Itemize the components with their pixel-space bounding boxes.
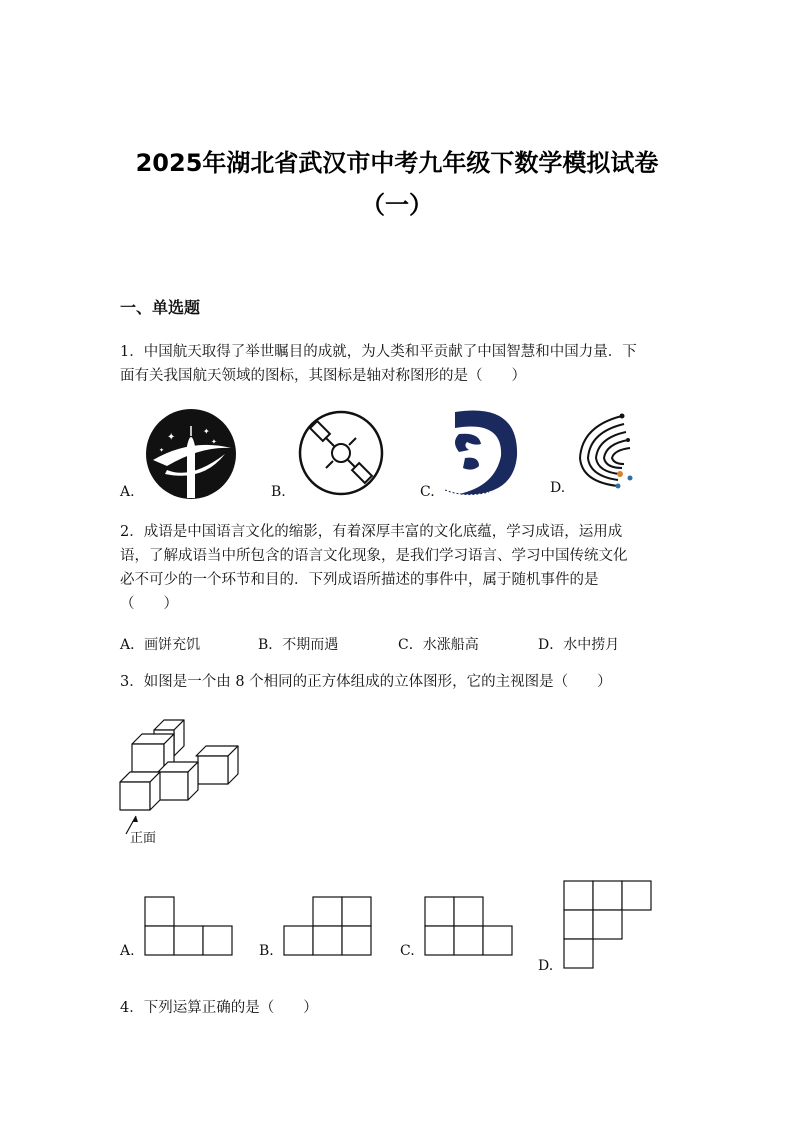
question-1-line-1: 1．中国航天取得了举世瞩目的成就，为人类和平贡献了中国智慧和中国力量．下 <box>120 344 637 360</box>
q1-option-a-label: A. <box>120 484 135 500</box>
q1-option-b-label: B. <box>271 484 286 500</box>
q1-option-d-label: D. <box>550 480 566 496</box>
q3-option-b-label: B. <box>259 943 274 959</box>
q2-option-b: B．不期而遇 <box>258 637 339 653</box>
page-subtitle: （一） <box>361 191 433 219</box>
satellite-circle-icon <box>298 410 384 496</box>
q3-option-b-figure <box>283 896 375 958</box>
page-title: 2025年湖北省武汉市中考九年级下数学模拟试卷 <box>135 149 659 177</box>
question-3-text: 3．如图是一个由 8 个相同的正方体组成的立体图形，它的主视图是（ ） <box>120 674 612 690</box>
q3-option-a-figure <box>144 896 236 958</box>
question-1-line-2: 面有关我国航天领域的图标，其图标是轴对称图形的是（ ） <box>120 368 526 384</box>
question-2-line-2: 语，了解成语当中所包含的语言文化现象，是我们学习语言、学习中国传统文化 <box>120 548 628 564</box>
question-2-line-1: 2．成语是中国语言文化的缩影，有着深厚丰富的文化底蕴，学习成语，运用成 <box>120 524 623 540</box>
q2-option-d: D．水中捞月 <box>538 637 620 653</box>
svg-text:✦: ✦ <box>211 438 217 446</box>
svg-text:✦: ✦ <box>159 447 165 454</box>
question-2-text <box>120 520 680 616</box>
blue-swirl-logo-icon <box>445 406 525 498</box>
q1-option-c-label: C. <box>420 484 435 500</box>
question-4-text: 4．下列运算正确的是（ ） <box>120 1000 318 1016</box>
question-1-text <box>120 340 680 388</box>
orbit-arcs-icon <box>574 410 650 490</box>
q3-option-d-label: D. <box>538 958 554 974</box>
svg-text:✦: ✦ <box>167 432 176 443</box>
cube-stack-figure <box>118 718 242 844</box>
section-heading: 一、单选题 <box>120 298 201 317</box>
q3-option-c-label: C. <box>400 943 415 959</box>
q3-option-c-figure <box>424 896 516 958</box>
question-2-line-3: 必不可少的一个环节和目的．下列成语所描述的事件中，属于随机事件的是 <box>120 572 599 588</box>
rocket-emblem-icon <box>145 408 237 500</box>
q2-option-c: C．水涨船高 <box>398 637 479 653</box>
q3-option-d-figure <box>563 880 655 972</box>
question-2-line-4: （ ） <box>120 596 178 612</box>
q2-option-a: A．画饼充饥 <box>120 637 201 653</box>
svg-text:✦: ✦ <box>203 427 210 436</box>
q3-option-a-label: A. <box>120 943 135 959</box>
front-view-label: 正面 <box>130 831 157 846</box>
